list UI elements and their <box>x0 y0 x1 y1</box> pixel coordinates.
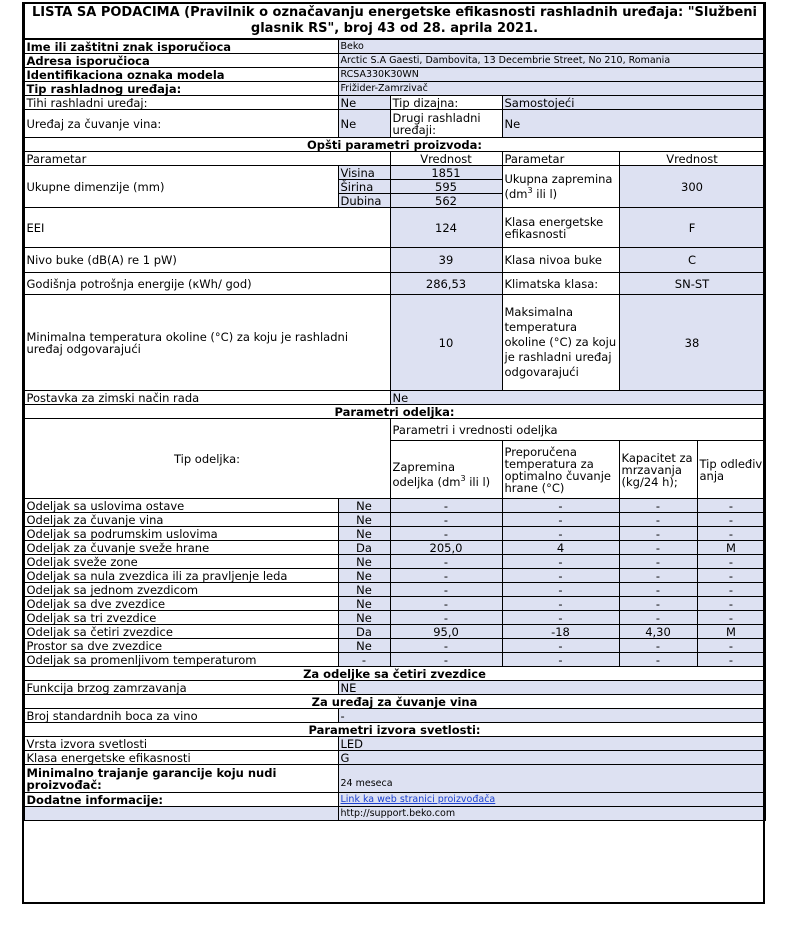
compartment-defrost-type: - <box>697 639 765 653</box>
compartment-defrost-type: - <box>697 569 765 583</box>
compartment-volume-header: Zapremina odeljka ($dm^3$ ili l) <box>390 441 502 499</box>
compartment-temperature: - <box>502 499 619 513</box>
compartment-present: Ne <box>338 499 390 513</box>
compartment-defrost-type: - <box>697 513 765 527</box>
compartment-row <box>24 513 765 527</box>
compartment-volume: - <box>390 597 502 611</box>
compartment-present: Ne <box>338 527 390 541</box>
compartment-type-header: Tip odeljka: <box>24 419 390 499</box>
compartment-row <box>24 597 765 611</box>
min-temperature-label: Minimalna temperatura okoline (°C) za koju je rashladni uređaj odgovarajući <box>24 295 390 391</box>
annual-energy-value: 286,53 <box>390 273 502 295</box>
compartment-temperature: - <box>502 569 619 583</box>
compartment-temperature: - <box>502 639 619 653</box>
compartment-name: Odeljak sa jednom zvezdicom <box>24 583 338 597</box>
compartment-row <box>24 639 765 653</box>
wine-bottles-label: Broj standardnih boca za vino <box>24 709 338 723</box>
manufacturer-website-link[interactable]: Link ka web stranici proizvođača <box>340 793 496 805</box>
compartment-freezing-capacity: - <box>619 653 697 667</box>
compartment-temperature: 4 <box>502 541 619 555</box>
compartment-present: Ne <box>338 555 390 569</box>
compartment-defrost-type: - <box>697 611 765 625</box>
compartment-name: Odeljak sa uslovima ostave <box>24 499 338 513</box>
width-value: 595 <box>390 180 502 194</box>
compartment-temperature: - <box>502 583 619 597</box>
four-star-heading: Za odeljke sa četiri zvezdice <box>24 667 765 681</box>
compartment-name: Odeljak za čuvanje sveže hrane <box>24 541 338 555</box>
compartment-freezing-capacity: - <box>619 569 697 583</box>
compartment-defrost-type: - <box>697 555 765 569</box>
compartment-present: Ne <box>338 583 390 597</box>
design-type-value: Samostojeći <box>502 96 765 110</box>
compartment-volume: - <box>390 639 502 653</box>
other-appliance-label: Drugi rashladni uređaji: <box>390 110 502 138</box>
max-temperature-value: 38 <box>619 295 765 391</box>
light-energy-class-value: G <box>338 751 765 765</box>
compartment-volume: 205,0 <box>390 541 502 555</box>
compartment-parameters-heading: Parametri odeljka: <box>24 405 765 419</box>
compartment-present: - <box>338 653 390 667</box>
other-appliance-value: Ne <box>502 110 765 138</box>
parameter-header-right: Parametar <box>502 152 619 166</box>
width-label: Širina <box>338 180 390 194</box>
design-type-label: Tip dizajna: <box>390 96 502 110</box>
wine-storage-heading: Za uređaj za čuvanje vina <box>24 695 765 709</box>
model-id-value: RCSA330K30WN <box>338 68 765 82</box>
compartment-name: Odeljak sveže zone <box>24 555 338 569</box>
fast-freeze-value: NE <box>338 681 765 695</box>
compartment-volume: - <box>390 555 502 569</box>
compartment-defrost-type: M <box>697 541 765 555</box>
compartment-temperature: - <box>502 513 619 527</box>
compartment-freezing-capacity: 4,30 <box>619 625 697 639</box>
compartment-name: Odeljak sa podrumskim uslovima <box>24 527 338 541</box>
compartment-row <box>24 569 765 583</box>
compartment-volume: - <box>390 527 502 541</box>
compartment-row <box>24 625 765 639</box>
compartment-defrost-type: - <box>697 583 765 597</box>
general-parameters-heading: Opšti parametri proizvoda: <box>24 138 765 152</box>
compartment-defrost-type: - <box>697 597 765 611</box>
compartment-row <box>24 555 765 569</box>
noise-class-value: C <box>619 248 765 273</box>
compartment-defrost-type: - <box>697 499 765 513</box>
compartment-present: Ne <box>338 639 390 653</box>
compartment-freezing-capacity: - <box>619 611 697 625</box>
compartment-present: Ne <box>338 611 390 625</box>
info-table <box>23 2 766 821</box>
depth-label: Dubina <box>338 194 390 208</box>
light-source-heading: Parametri izvora svetlosti: <box>24 723 765 737</box>
compartment-name: Odeljak sa četiri zvezdice <box>24 625 338 639</box>
compartment-defrost-type: - <box>697 653 765 667</box>
height-value: 1851 <box>390 166 502 180</box>
noise-value: 39 <box>390 248 502 273</box>
compartment-row <box>24 527 765 541</box>
compartment-temperature: - <box>502 611 619 625</box>
compartment-volume: - <box>390 569 502 583</box>
compartment-present: Da <box>338 625 390 639</box>
eei-label: EEI <box>24 208 390 248</box>
compartment-present: Ne <box>338 597 390 611</box>
supplier-name-value: Beko <box>338 39 765 54</box>
compartment-temperature: - <box>502 653 619 667</box>
compartment-freezing-capacity: - <box>619 499 697 513</box>
compartment-row <box>24 611 765 625</box>
compartment-freezing-capacity: - <box>619 527 697 541</box>
compartment-present: Da <box>338 541 390 555</box>
noise-label: Nivo buke (dB(A) re 1 pW) <box>24 248 390 273</box>
winter-setting-value: Ne <box>390 391 765 405</box>
wine-storage-appliance-value: Ne <box>338 110 390 138</box>
climate-class-label: Klimatska klasa: <box>502 273 619 295</box>
depth-value: 562 <box>390 194 502 208</box>
warranty-value: 24 meseca <box>338 765 765 793</box>
compartment-row <box>24 583 765 597</box>
compartment-temperature: - <box>502 527 619 541</box>
compartment-freezing-capacity: - <box>619 639 697 653</box>
compartment-params-header: Parametri i vrednosti odeljka <box>390 419 765 441</box>
energy-class-value: F <box>619 208 765 248</box>
manufacturer-link-cell <box>338 793 765 807</box>
model-id-label: Identifikaciona oznaka modela <box>24 68 338 82</box>
compartment-name: Odeljak sa tri zvezdice <box>24 611 338 625</box>
warranty-label: Minimalno trajanje garancije koju nudi proizvođač: <box>24 765 338 793</box>
silent-appliance-value: Ne <box>338 96 390 110</box>
light-source-type-value: LED <box>338 737 765 751</box>
defrost-type-header: Tip odleđivanja <box>697 441 765 499</box>
supplier-name-label: Ime ili zaštitni znak isporučioca <box>24 39 338 54</box>
compartment-volume: - <box>390 583 502 597</box>
compartment-temperature: - <box>502 597 619 611</box>
compartment-row <box>24 653 765 667</box>
min-temperature-value: 10 <box>390 295 502 391</box>
supplier-address-value: Arctic S.A Gaesti, Dambovita, 13 Decembrie Street, No 210, Romania <box>338 54 765 68</box>
compartment-defrost-type: - <box>697 527 765 541</box>
supplier-address-label: Adresa isporučioca <box>24 54 338 68</box>
value-header-left: Vrednost <box>390 152 502 166</box>
appliance-type-label: Tip rashladnog uređaja: <box>24 82 338 96</box>
compartment-freezing-capacity: - <box>619 541 697 555</box>
dimensions-label: Ukupne dimenzije (mm) <box>24 166 338 208</box>
value-header-right: Vrednost <box>619 152 765 166</box>
compartment-name: Odeljak za čuvanje vina <box>24 513 338 527</box>
compartment-row <box>24 541 765 555</box>
compartment-freezing-capacity: - <box>619 597 697 611</box>
compartment-row <box>24 499 765 513</box>
appliance-type-value: Frižider-Zamrzivač <box>338 82 765 96</box>
annual-energy-label: Godišnja potrošnja energije (κWh/ god) <box>24 273 390 295</box>
compartment-defrost-type: M <box>697 625 765 639</box>
additional-info-label: Dodatne informacije: <box>24 793 338 807</box>
parameter-header-left: Parametar <box>24 152 390 166</box>
compartment-temperature-header: Preporučena temperatura za optimalno čuvanje hrane (°C) <box>502 441 619 499</box>
compartment-name: Prostor sa dve zvezdice <box>24 639 338 653</box>
compartment-present: Ne <box>338 513 390 527</box>
winter-setting-label: Postavka za zimski način rada <box>24 391 390 405</box>
compartment-volume: - <box>390 513 502 527</box>
max-temperature-label: Maksimalna temperatura okoline (°C) za koju je rashladni uređaj odgovarajući <box>502 295 619 391</box>
compartment-present: Ne <box>338 569 390 583</box>
compartment-volume: 95,0 <box>390 625 502 639</box>
compartment-name: Odeljak sa nula zvezdica ili za pravljenje leda <box>24 569 338 583</box>
url-row-spacer <box>24 807 338 821</box>
compartment-volume: - <box>390 611 502 625</box>
wine-bottles-value: - <box>338 709 765 723</box>
compartment-volume: - <box>390 499 502 513</box>
climate-class-value: SN-ST <box>619 273 765 295</box>
noise-class-label: Klasa nivoa buke <box>502 248 619 273</box>
compartment-freezing-capacity: - <box>619 555 697 569</box>
compartment-volume: - <box>390 653 502 667</box>
wine-storage-appliance-label: Uređaj za čuvanje vina: <box>24 110 338 138</box>
product-information-sheet <box>23 2 764 821</box>
eei-value: 124 <box>390 208 502 248</box>
light-source-type-label: Vrsta izvora svetlosti <box>24 737 338 751</box>
light-energy-class-label: Klasa energetske efikasnosti <box>24 751 338 765</box>
compartment-name: Odeljak sa dve zvezdice <box>24 597 338 611</box>
energy-class-label: Klasa energetske efikasnosti <box>502 208 619 248</box>
document-title: LISTA SA PODACIMA (Pravilnik o označavanju energetske efikasnosti rashladnih uređaja: "Službeni glasnik RS", broj 43 od 28. aprila 2021. <box>24 3 765 39</box>
compartment-temperature: - <box>502 555 619 569</box>
compartment-freezing-capacity: - <box>619 583 697 597</box>
freezing-capacity-header: Kapacitet zamrzavanja (kg/24 h); <box>619 441 697 499</box>
compartment-temperature: -18 <box>502 625 619 639</box>
compartment-freezing-capacity: - <box>619 513 697 527</box>
compartment-rows <box>24 499 765 667</box>
total-volume-value: 300 <box>619 166 765 208</box>
fast-freeze-label: Funkcija brzog zamrzavanja <box>24 681 338 695</box>
silent-appliance-label: Tihi rashladni uređaj: <box>24 96 338 110</box>
total-volume-label: Ukupna zapremina ($dm^3$ ili l) <box>502 166 619 208</box>
height-label: Visina <box>338 166 390 180</box>
compartment-name: Odeljak sa promenljivom temperaturom <box>24 653 338 667</box>
support-url: http://support.beko.com <box>338 807 765 821</box>
